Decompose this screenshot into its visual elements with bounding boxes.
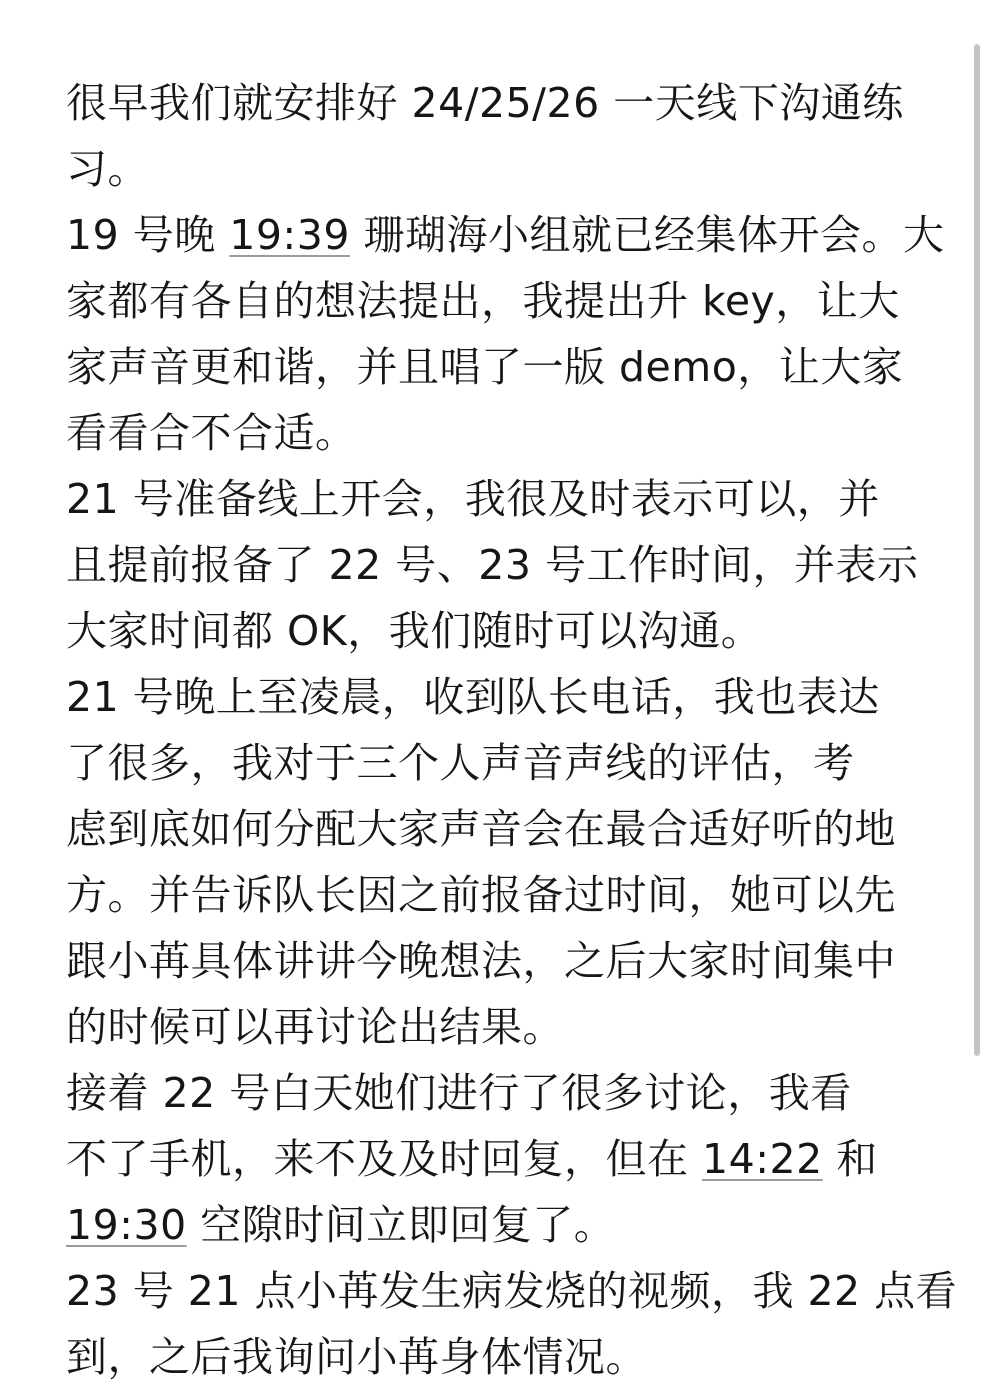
- text-segment: 方。并告诉队长因之前报备过时间，她可以先: [66, 871, 896, 919]
- text-segment: 19 号晚: [66, 211, 230, 259]
- scrollbar[interactable]: [974, 44, 980, 1056]
- text-line: [66, 136, 926, 202]
- text-line: [66, 598, 926, 664]
- text-segment: 家声音更和谐，并且唱了一版 demo，让大家: [66, 343, 904, 391]
- text-segment: 虑到底如何分配大家声音会在最合适好听的地: [66, 805, 896, 853]
- text-line: [66, 796, 926, 862]
- text-line: [66, 1258, 958, 1324]
- text-segment: 和: [822, 1135, 878, 1183]
- text-line: [66, 202, 945, 268]
- text-line: [66, 400, 926, 466]
- text-segment: 了很多，我对于三个人声音声线的评估，考: [66, 739, 855, 787]
- text-segment: 珊瑚海小组就已经集体开会。大: [349, 211, 945, 259]
- time-link[interactable]: 19:30: [66, 1201, 187, 1249]
- text-segment: 习。: [66, 145, 149, 193]
- text-segment: 跟小苒具体讲讲今晚想法，之后大家时间集中: [66, 937, 896, 985]
- text-segment: 空隙时间立即回复了。: [186, 1201, 616, 1249]
- text-segment: 的时候可以再讨论出结果。: [66, 1003, 564, 1051]
- text-line: [66, 928, 926, 994]
- text-line: [66, 1192, 926, 1258]
- text-line: [66, 1324, 926, 1390]
- time-link[interactable]: 19:39: [229, 211, 350, 259]
- text-line: [66, 532, 926, 598]
- text-line: [66, 862, 926, 928]
- text-segment: 23 号 21 点小苒发生病发烧的视频，我 22 点看: [66, 1267, 958, 1315]
- text-segment: 21 号晚上至凌晨，收到队长电话，我也表达: [66, 673, 880, 721]
- text-line: [66, 730, 926, 796]
- document-text: [66, 70, 958, 1390]
- text-segment: 到，之后我询问小苒身体情况。: [66, 1333, 647, 1381]
- text-segment: 不了手机，来不及及时回复，但在: [66, 1135, 703, 1183]
- text-line: [66, 1060, 926, 1126]
- text-segment: 大家时间都 OK，我们随时可以沟通。: [66, 607, 763, 655]
- text-segment: 很早我们就安排好 24/25/26 一天线下沟通练: [66, 79, 904, 127]
- text-line: [66, 70, 926, 136]
- text-line: [66, 994, 926, 1060]
- text-segment: 家都有各自的想法提出，我提出升 key，让大: [66, 277, 900, 325]
- text-line: [66, 664, 926, 730]
- text-segment: 看看合不合适。: [66, 409, 357, 457]
- text-segment: 21 号准备线上开会，我很及时表示可以，并: [66, 475, 880, 523]
- text-line: [66, 268, 926, 334]
- text-line: [66, 334, 926, 400]
- text-line: [66, 466, 926, 532]
- text-segment: 接着 22 号白天她们进行了很多讨论，我看: [66, 1069, 852, 1117]
- text-segment: 且提前报备了 22 号、23 号工作时间，并表示: [66, 541, 919, 589]
- text-line: [66, 1126, 926, 1192]
- time-link[interactable]: 14:22: [702, 1135, 823, 1183]
